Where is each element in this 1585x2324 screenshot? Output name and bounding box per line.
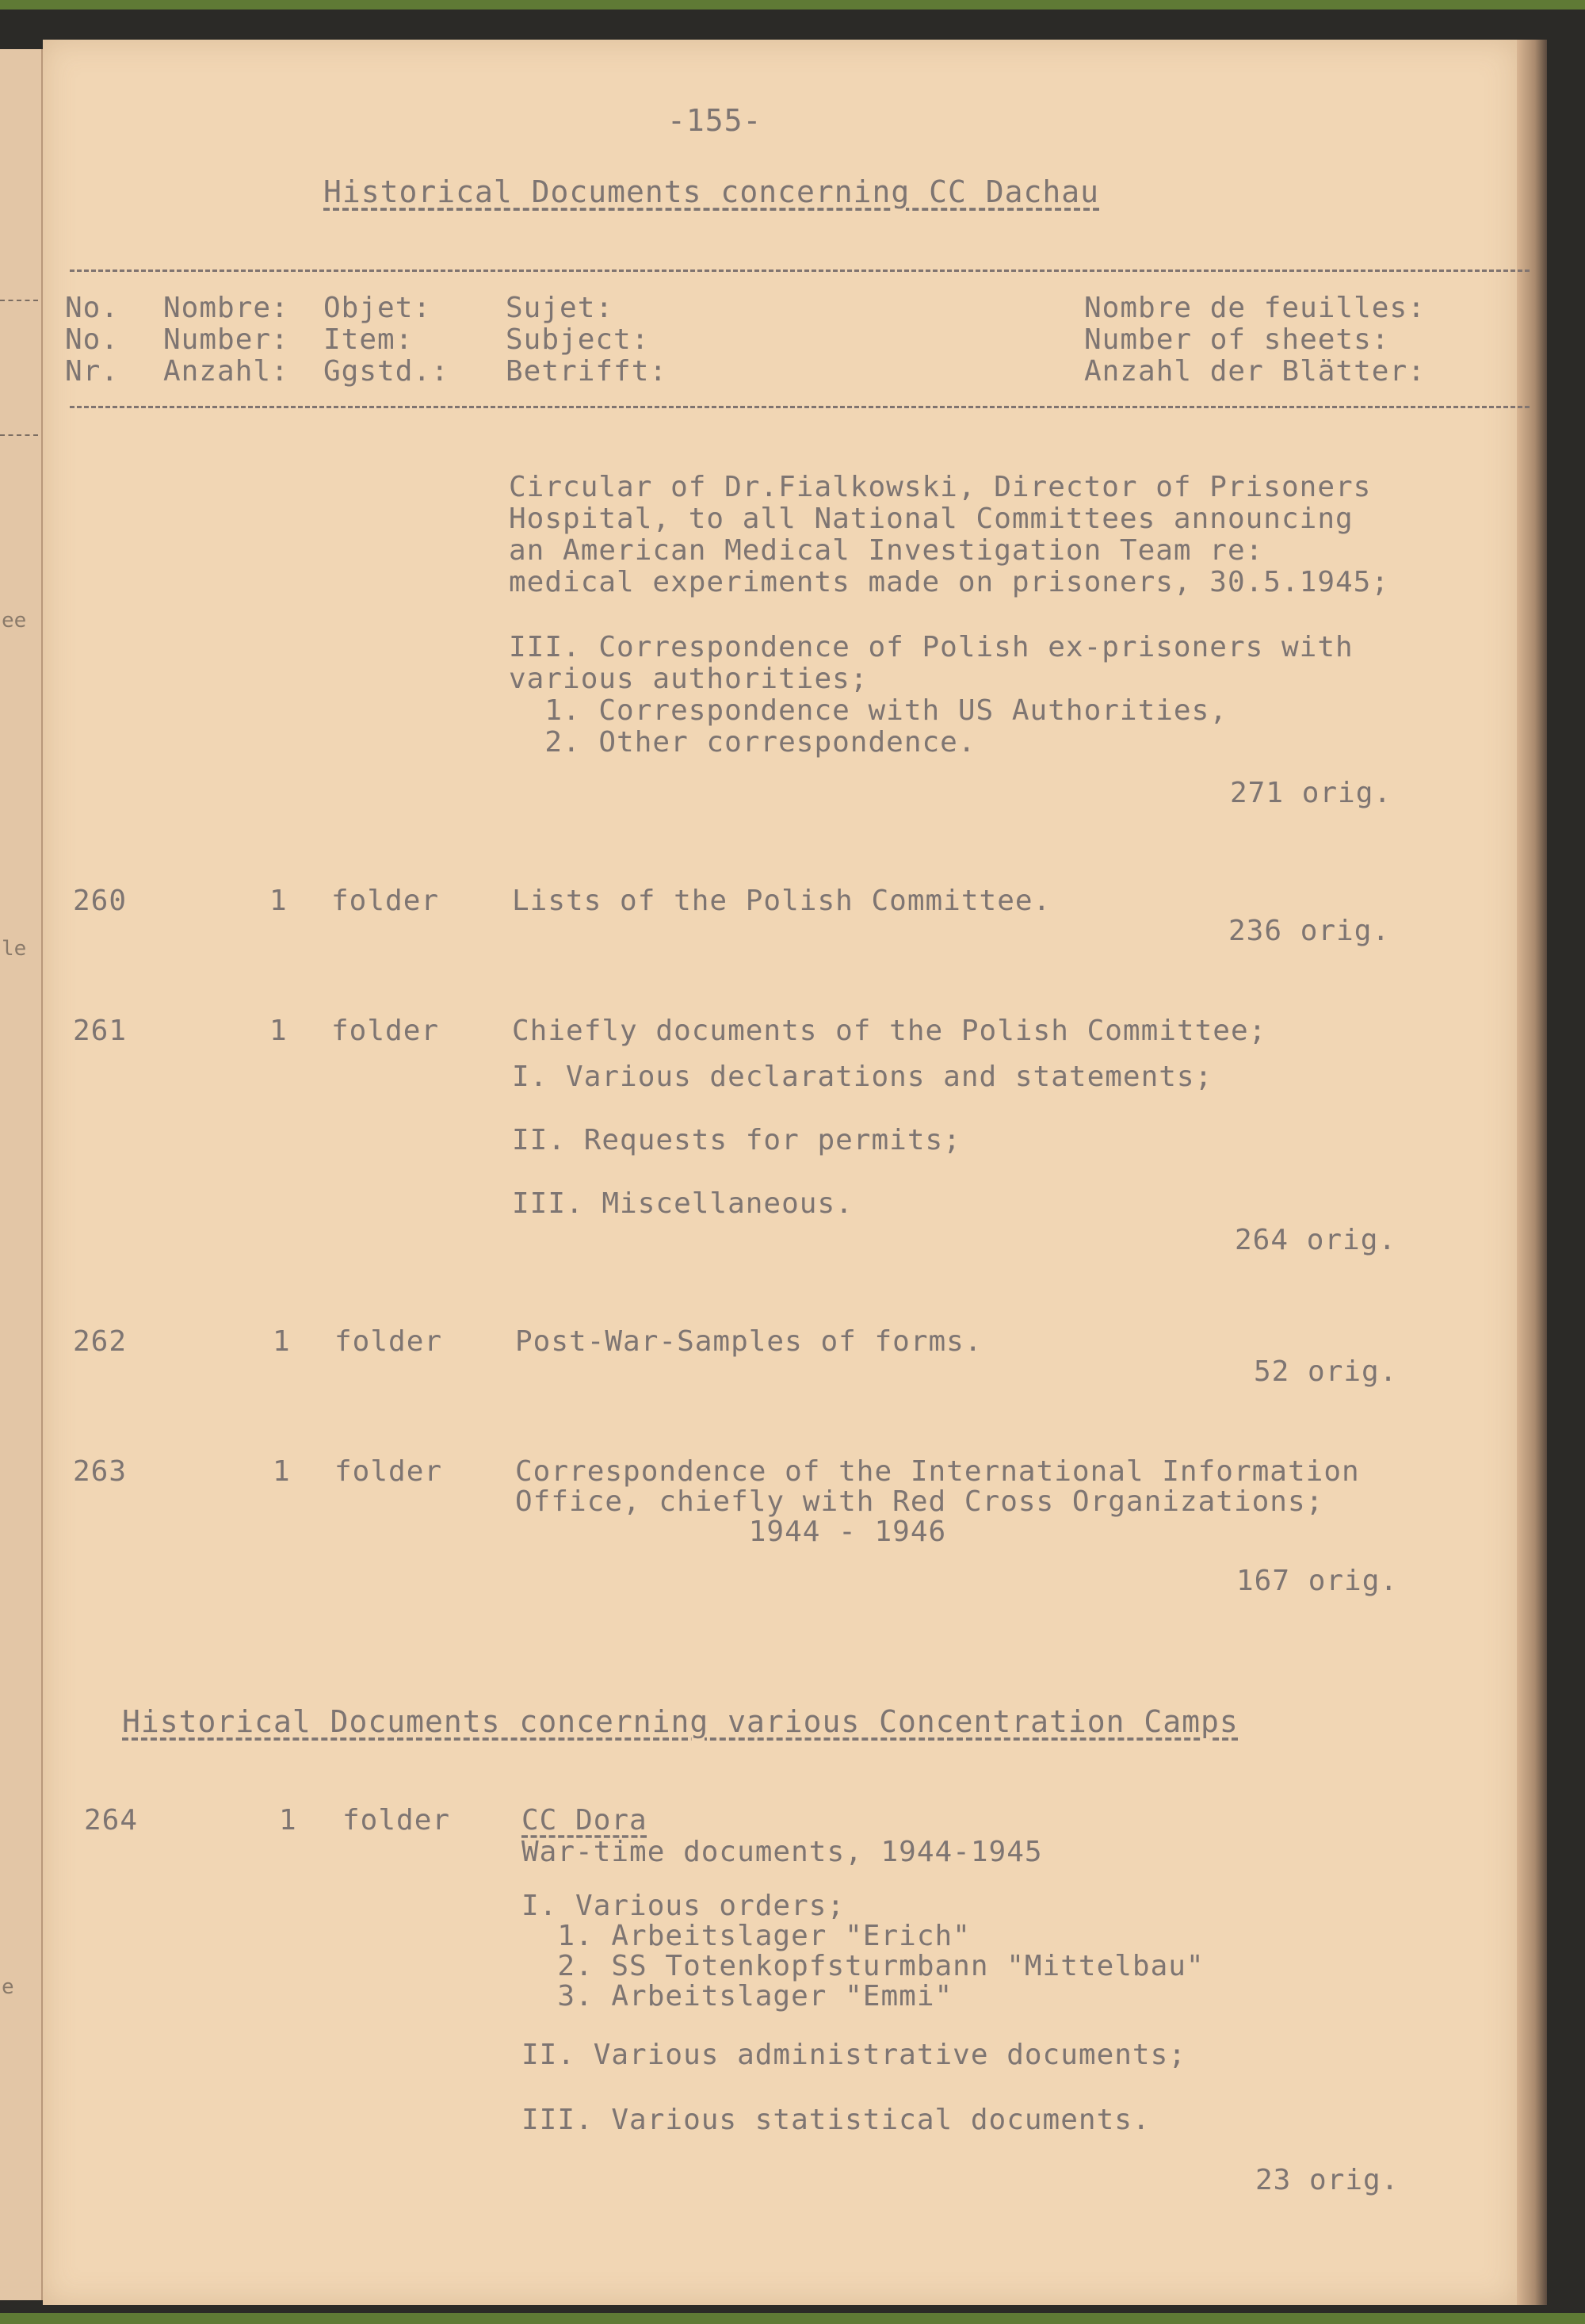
subject-line: 1. Arbeitslager "Erich" — [521, 1920, 971, 1952]
page-edge-shadow — [1517, 40, 1547, 2305]
subject-line: Hospital, to all National Committees announcing — [509, 503, 1354, 535]
header-no-de: Nr. — [65, 355, 120, 388]
subject-line: Post-War-Samples of forms. — [515, 1325, 983, 1358]
left-page-rule — [0, 300, 38, 301]
subject-line: Correspondence of the International Information — [515, 1455, 1360, 1488]
header-item-de: Ggstd.: — [323, 355, 449, 388]
sheet-count: 264 orig. — [1235, 1224, 1397, 1256]
entry-count: 1 — [269, 885, 288, 917]
header-subject-en: Subject: — [506, 323, 650, 356]
section-title-various: Historical Documents concerning various Concentration Camps — [122, 1704, 1239, 1739]
adjacent-page-edge — [0, 49, 43, 2300]
subject-line: III. Various statistical documents. — [521, 2104, 1151, 2136]
sheet-count: 52 orig. — [1254, 1355, 1398, 1388]
document-page — [43, 40, 1517, 2305]
sheet-count: 271 orig. — [1230, 777, 1392, 809]
subject-line: an American Medical Investigation Team re: — [509, 534, 1264, 567]
header-rule-top — [70, 269, 1530, 272]
subject-line: Chiefly documents of the Polish Committee; — [512, 1015, 1267, 1047]
entry-number: 262 — [73, 1325, 128, 1358]
left-page-fragment: le — [2, 937, 27, 961]
sheet-count: 167 orig. — [1236, 1565, 1399, 1597]
subject-line: III. Correspondence of Polish ex-prisoners with — [509, 631, 1354, 663]
entry-item: folder — [342, 1804, 451, 1837]
subject-line: Circular of Dr.Fialkowski, Director of Prisoners — [509, 471, 1372, 503]
sheet-count: 236 orig. — [1228, 915, 1391, 947]
page-number: -155- — [667, 103, 762, 138]
subject-line: III. Miscellaneous. — [512, 1187, 854, 1220]
header-sheets-de: Anzahl der Blätter: — [1084, 355, 1426, 388]
subject-line: 2. Other correspondence. — [509, 726, 976, 759]
header-sheets-fr: Nombre de feuilles: — [1084, 292, 1426, 324]
header-sheets-en: Number of sheets: — [1084, 323, 1390, 356]
entry-item: folder — [334, 1325, 443, 1358]
entry-count: 1 — [269, 1015, 288, 1047]
subject-line: I. Various orders; — [521, 1890, 846, 1922]
entry-item: folder — [331, 1015, 440, 1047]
left-page-rule — [0, 434, 38, 436]
subject-line: Office, chiefly with Red Cross Organizations; — [515, 1485, 1324, 1518]
subject-line: 1. Correspondence with US Authorities, — [509, 694, 1228, 727]
scan-border-bottom — [0, 2313, 1585, 2324]
header-no-fr: No. — [65, 292, 120, 324]
sheet-count: 23 orig. — [1255, 2164, 1400, 2196]
subject-line: medical experiments made on prisoners, 30.5.1945; — [509, 566, 1390, 598]
entry-count: 1 — [279, 1804, 297, 1837]
header-subject-fr: Sujet: — [506, 292, 614, 324]
entry-number: 261 — [73, 1015, 128, 1047]
scan-border-top — [0, 0, 1585, 10]
left-page-fragment: ee — [2, 609, 27, 633]
subject-line: 3. Arbeitslager "Emmi" — [521, 1980, 953, 2012]
entry-number: 260 — [73, 885, 128, 917]
subject-line: Lists of the Polish Committee. — [512, 885, 1052, 917]
subject-line: II. Various administrative documents; — [521, 2039, 1186, 2071]
header-item-en: Item: — [323, 323, 414, 356]
entry-number: 263 — [73, 1455, 128, 1488]
entry-count: 1 — [273, 1325, 291, 1358]
header-item-fr: Objet: — [323, 292, 432, 324]
entry-number: 264 — [84, 1804, 139, 1837]
subject-line: various authorities; — [509, 663, 869, 695]
camp-heading: CC Dora — [521, 1804, 647, 1837]
subject-line: II. Requests for permits; — [512, 1124, 961, 1156]
header-subject-de: Betrifft: — [506, 355, 668, 388]
section-title-dachau: Historical Documents concerning CC Dachau — [323, 174, 1099, 209]
header-number-en: Number: — [163, 323, 289, 356]
subject-line: War-time documents, 1944-1945 — [521, 1836, 1043, 1868]
subject-line: 2. SS Totenkopfsturmbann "Mittelbau" — [521, 1950, 1205, 1982]
subject-line: 1944 - 1946 — [515, 1516, 947, 1548]
header-no-en: No. — [65, 323, 120, 356]
entry-count: 1 — [273, 1455, 291, 1488]
entry-item: folder — [331, 885, 440, 917]
entry-item: folder — [334, 1455, 443, 1488]
header-rule-bottom — [70, 406, 1530, 408]
left-page-fragment: e — [2, 1975, 14, 1999]
header-number-fr: Nombre: — [163, 292, 289, 324]
header-number-de: Anzahl: — [163, 355, 289, 388]
subject-line: I. Various declarations and statements; — [512, 1061, 1213, 1093]
